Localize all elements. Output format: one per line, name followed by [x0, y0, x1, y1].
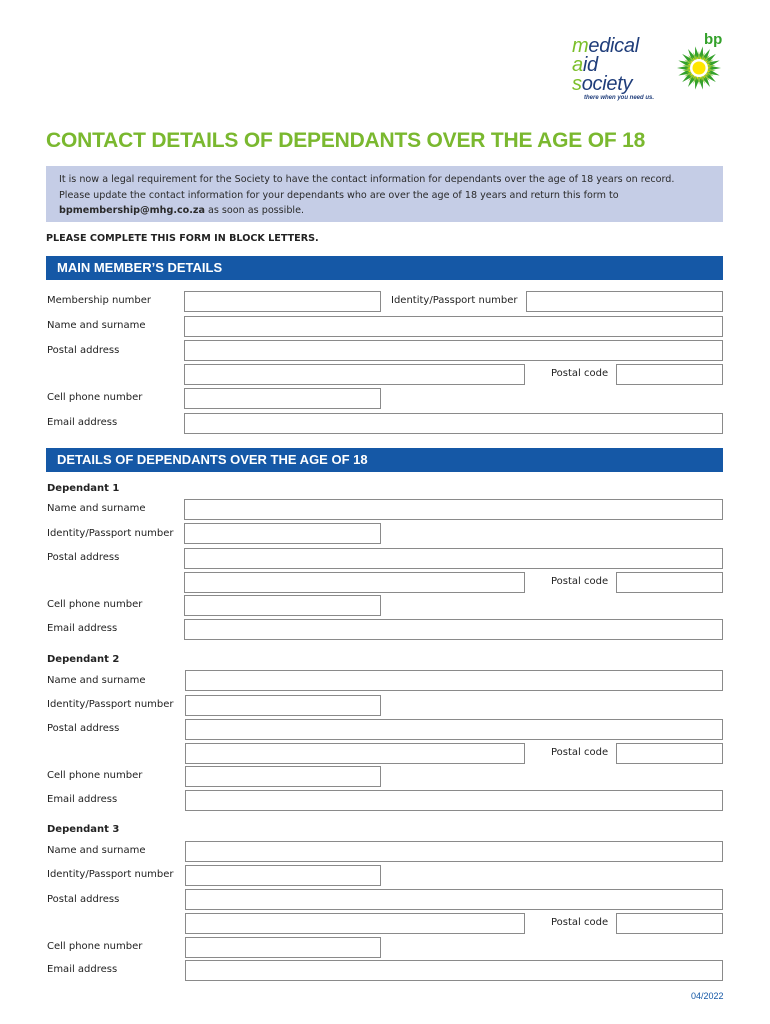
- membership-number-field[interactable]: [184, 291, 381, 312]
- name-surname-label: Name and surname: [47, 320, 146, 331]
- notice-email: bpmembership@mhg.co.za: [59, 205, 205, 216]
- dependant-2-email-field[interactable]: [185, 790, 723, 811]
- notice-box: [46, 166, 723, 222]
- dependant-3-id-field[interactable]: [185, 865, 381, 886]
- id-passport-field[interactable]: [526, 291, 723, 312]
- dependant-3-name-field[interactable]: [185, 841, 723, 862]
- postal-code-label: Postal code: [551, 368, 609, 379]
- dependant-2-email-label: Email address: [47, 794, 118, 805]
- dependant-1-id-label: Identity/Passport number: [47, 528, 174, 539]
- dependant-3-email-label: Email address: [47, 964, 118, 975]
- postal-address-line2-field[interactable]: [184, 364, 525, 385]
- dependant-2-postal-address-line2-field[interactable]: [185, 743, 525, 764]
- dependant-3-cell-field[interactable]: [185, 937, 381, 958]
- dependant-3-name-label: Name and surname: [47, 845, 146, 856]
- dependant-2-cell-field[interactable]: [185, 766, 381, 787]
- postal-address-field[interactable]: [184, 340, 723, 361]
- postal-address-label: Postal address: [47, 345, 120, 356]
- dependant-1-postal-address-line2-field[interactable]: [184, 572, 525, 593]
- dependant-1-name-field[interactable]: [184, 499, 723, 520]
- dependant-2-id-field[interactable]: [185, 695, 381, 716]
- block-letters-note: PLEASE COMPLETE THIS FORM IN BLOCK LETTERS.: [46, 233, 319, 244]
- medical-aid-society-logo: medical aid society: [572, 35, 639, 95]
- dependant-1-postal-code-field[interactable]: [616, 572, 723, 593]
- name-surname-field[interactable]: [184, 316, 723, 337]
- dependant-3-cell-label: Cell phone number: [47, 941, 143, 952]
- dependant-1-postal-code-label: Postal code: [551, 576, 609, 587]
- dependant-2-name-label: Name and surname: [47, 675, 146, 686]
- dependant-2-name-field[interactable]: [185, 670, 723, 691]
- dependant-1-postal-address-label: Postal address: [47, 552, 120, 563]
- dependant-1-name-label: Name and surname: [47, 503, 146, 514]
- dependant-3-email-field[interactable]: [185, 960, 723, 981]
- cell-phone-label: Cell phone number: [47, 392, 143, 403]
- dependant-2-postal-address-field[interactable]: [185, 719, 723, 740]
- dependant-2-id-label: Identity/Passport number: [47, 699, 174, 710]
- dependant-1-id-field[interactable]: [184, 523, 381, 544]
- bp-label: bp: [704, 31, 723, 48]
- dependant-1-cell-label: Cell phone number: [47, 599, 143, 610]
- logo-tagline: there when you need us.: [584, 95, 655, 101]
- bp-helios-icon: [675, 44, 723, 92]
- dependant-2-postal-address-label: Postal address: [47, 723, 120, 734]
- dependant-1-email-field[interactable]: [184, 619, 723, 640]
- dependant-2-postal-code-label: Postal code: [551, 747, 609, 758]
- postal-code-field[interactable]: [616, 364, 723, 385]
- dependant-2-heading: Dependant 2: [47, 654, 120, 665]
- notice-line-2: Please update the contact information for your dependants who are over the age of 18 years and return this form to: [59, 189, 619, 201]
- dependant-1-email-label: Email address: [47, 623, 118, 634]
- dependant-2-postal-code-field[interactable]: [616, 743, 723, 764]
- dependant-3-id-label: Identity/Passport number: [47, 869, 174, 880]
- dependant-1-heading: Dependant 1: [47, 483, 120, 494]
- notice-line-1: It is now a legal requirement for the Society to have the contact information for dependants over the age of 18 years on record.: [59, 174, 675, 185]
- dependant-3-postal-address-field[interactable]: [185, 889, 723, 910]
- page-title: CONTACT DETAILS OF DEPENDANTS OVER THE AGE OF 18: [46, 129, 646, 152]
- dependant-3-heading: Dependant 3: [47, 824, 120, 835]
- dependant-1-cell-field[interactable]: [184, 595, 381, 616]
- form-version-date: 04/2022: [691, 991, 724, 1001]
- notice-line-3: bpmembership@mhg.co.za as soon as possible.: [59, 205, 305, 216]
- main-member-section-header: MAIN MEMBER’S DETAILS: [46, 256, 723, 280]
- dependant-1-postal-address-field[interactable]: [184, 548, 723, 569]
- dependant-3-postal-address-label: Postal address: [47, 894, 120, 905]
- dependant-2-cell-label: Cell phone number: [47, 770, 143, 781]
- cell-phone-field[interactable]: [184, 388, 381, 409]
- dependant-3-postal-address-line2-field[interactable]: [185, 913, 525, 934]
- dependants-section-header: DETAILS OF DEPENDANTS OVER THE AGE OF 18: [46, 448, 723, 472]
- id-passport-label: Identity/Passport number: [391, 295, 518, 306]
- membership-number-label: Membership number: [47, 295, 152, 306]
- email-label: Email address: [47, 417, 118, 428]
- dependant-3-postal-code-field[interactable]: [616, 913, 723, 934]
- dependant-3-postal-code-label: Postal code: [551, 917, 609, 928]
- email-field[interactable]: [184, 413, 723, 434]
